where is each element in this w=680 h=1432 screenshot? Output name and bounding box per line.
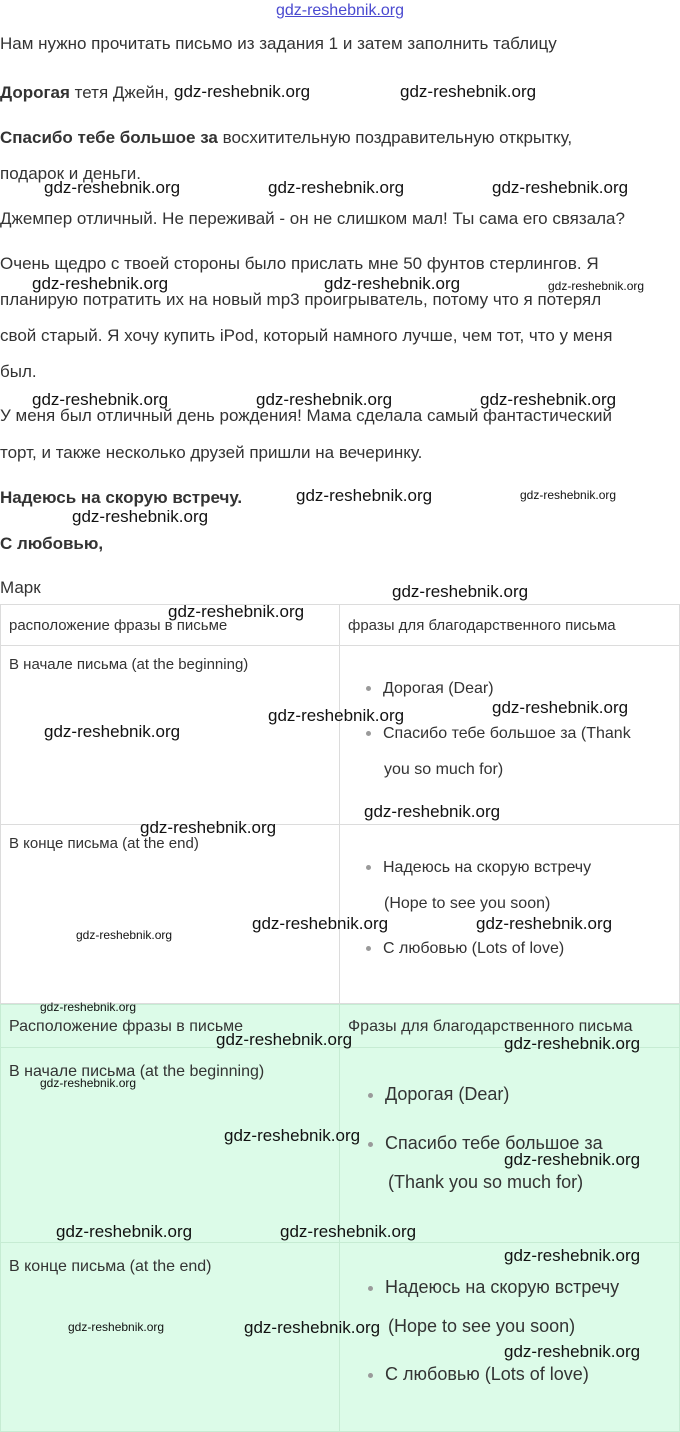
love-bold: С любовью, [0,534,104,553]
bullet-text: Надеюсь на скорую встречу [383,859,592,876]
thanks-bold: Спасибо тебе большое за [0,128,218,147]
letter-money-1: Очень щедро с твоей стороны было прислать мне 50 фунтов стерлингов. Я [0,254,599,273]
hope-bold: Надеюсь на скорую встречу. [0,488,243,507]
watermark: gdz-reshebnik.org [32,274,169,293]
bullet-dot-icon [366,686,371,691]
watermark: gdz-reshebnik.org [44,178,181,197]
table1-row1-label: В начале письма (at the beginning) [0,645,340,825]
watermark: gdz-reshebnik.org [296,486,433,505]
table1-bullet-hope [366,859,591,877]
watermark: gdz-reshebnik.org [548,279,645,293]
table1-bullet-love [366,940,564,958]
watermark: gdz-reshebnik.org [174,82,311,101]
watermark: gdz-reshebnik.org [56,1222,193,1241]
watermark: gdz-reshebnik.org [216,1030,353,1049]
intro-text: Нам нужно прочитать письмо из задания 1 и затем заполнить таблицу [0,34,557,53]
bullet-text: Дорогая (Dear) [385,1084,510,1104]
watermark: gdz-reshebnik.org [140,818,277,837]
bullet-text: Спасибо тебе большое за (Thank [383,725,631,742]
letter-money-4: был. [0,362,37,381]
watermark: gdz-reshebnik.org [40,1076,137,1090]
bullet-text: Спасибо тебе большое за [385,1133,603,1153]
table1-bullet-thanks [366,725,631,743]
table2-row2-label: В конце письма (at the end) [0,1242,340,1432]
watermark: gdz-reshebnik.org [400,82,537,101]
letter-money-3: свой старый. Я хочу купить iPod, который намного лучше, чем тот, что у меня [0,326,613,345]
bullet-text: С любовью (Lots of love) [385,1364,589,1384]
watermark: gdz-reshebnik.org [224,1126,361,1145]
watermark: gdz-reshebnik.org [268,178,405,197]
letter-bday-2: торт, и также несколько друзей пришли на вечеринку. [0,443,423,462]
watermark: gdz-reshebnik.org [492,698,629,717]
bullet-dot-icon [368,1373,373,1378]
phrases-table [0,604,680,1004]
table1-bullet-dear [366,680,494,698]
watermark: gdz-reshebnik.org [504,1034,641,1053]
watermark: gdz-reshebnik.org [68,1320,165,1334]
greeting-rest: тетя Джейн, [74,83,169,102]
bullet-dot-icon [368,1093,373,1098]
watermark: gdz-reshebnik.org [504,1342,641,1361]
watermark: gdz-reshebnik.org [256,390,393,409]
table2-row2-phrases [339,1242,680,1432]
letter-hope [0,488,242,508]
watermark: gdz-reshebnik.org [364,802,501,821]
table2-bullet-dear [368,1084,509,1105]
watermark: gdz-reshebnik.org [280,1222,417,1241]
letter-money-2: планирую потратить их на новый mp3 проигрыватель, потому что я потерял [0,290,602,309]
watermark: gdz-reshebnik.org [76,928,173,942]
watermark: gdz-reshebnik.org [520,488,617,502]
bullet-dot-icon [368,1286,373,1291]
bullet-text: Надеюсь на скорую встречу [385,1277,620,1297]
table2-row1-label: В начале письма (at the beginning) [0,1047,340,1243]
bullet-text: Дорогая (Dear) [383,680,494,697]
table2-header-col1: Расположение фразы в письме [0,1004,340,1048]
watermark: gdz-reshebnik.org [32,390,169,409]
table2-bullet-thanks-2: (Thank you so much for) [388,1172,584,1192]
table2-header-col2: Фразы для благодарственного письма [339,1004,680,1048]
greeting-bold: Дорогая [0,83,70,102]
letter-love [0,534,103,554]
table1-bullet-thanks-2: you so much for) [384,761,504,778]
watermark: gdz-reshebnik.org [480,390,617,409]
watermark: gdz-reshebnik.org [268,706,405,725]
watermark: gdz-reshebnik.org [40,1000,137,1014]
watermark: gdz-reshebnik.org [504,1246,641,1265]
table2-bullet-hope-2: (Hope to see you soon) [388,1316,576,1336]
watermark: gdz-reshebnik.org [492,178,629,197]
watermark: gdz-reshebnik.org [252,914,389,933]
watermark: gdz-reshebnik.org [476,914,613,933]
table2-bullet-hope [368,1277,619,1298]
watermark: gdz-reshebnik.org [244,1318,381,1337]
watermark: gdz-reshebnik.org [168,602,305,621]
bullet-dot-icon [366,946,371,951]
table2-bullet-love [368,1364,589,1385]
watermark: gdz-reshebnik.org [504,1150,641,1169]
table1-bullet-hope-2: (Hope to see you soon) [384,895,551,912]
table1-header-col2: фразы для благодарственного письма [339,604,680,646]
watermark: gdz-reshebnik.org [44,722,181,741]
letter-greeting [0,83,169,103]
bullet-dot-icon [366,865,371,870]
watermark: gdz-reshebnik.org [392,582,529,601]
letter-bday-1: У меня был отличный день рождения! Мама сделала самый фантастический [0,406,612,425]
letter-thanks [0,128,572,148]
letter-jumper: Джемпер отличный. Не переживай - он не слишком мал! Ты сама его связала? [0,209,625,228]
table1-header-col1: расположение фразы в письме [0,604,340,646]
letter-sign: Марк [0,578,41,597]
thanks-rest: восхитительную поздравительную открытку, [222,128,573,147]
bullet-text: С любовью (Lots of love) [383,940,565,957]
watermark: gdz-reshebnik.org [324,274,461,293]
watermark: gdz-reshebnik.org [72,507,209,526]
watermark-link[interactable]: gdz-reshebnik.org [275,2,405,19]
letter-thanks-2: подарок и деньги. [0,164,141,183]
bullet-dot-icon [366,731,371,736]
bullet-dot-icon [368,1142,373,1147]
table1-row2-label: В конце письма (at the end) [0,824,340,1004]
